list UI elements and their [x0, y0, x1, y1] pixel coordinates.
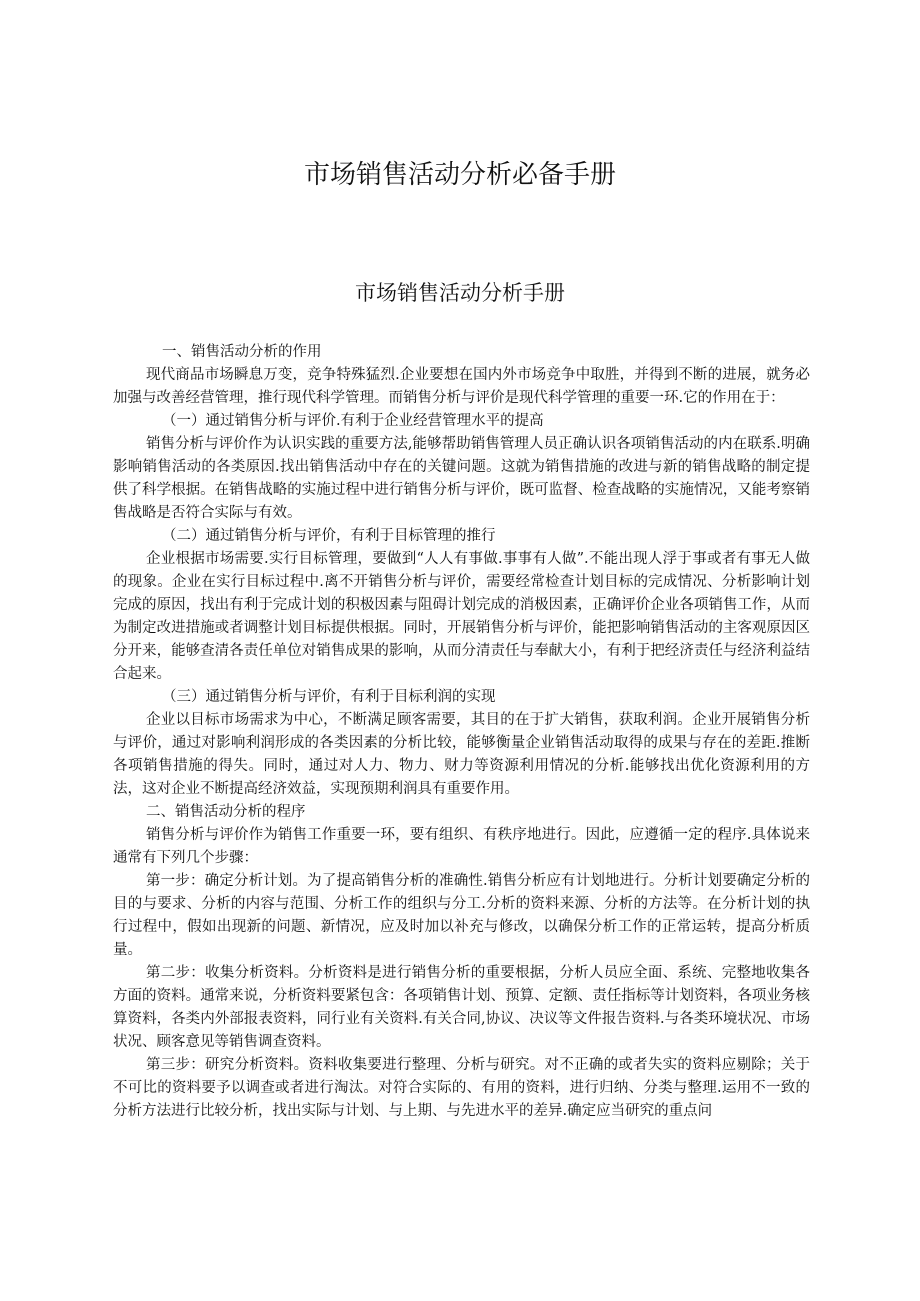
section-intro-paragraph: 现代商品市场瞬息万变，竞争特殊猛烈.企业要想在国内外市场竞争中取胜，并得到不断的进展，就务必加强与改善经营管理，推行现代科学管理。而销售分析与评价是现代科学管理的重要一环.它的作用在于： [113, 367, 810, 406]
document-body [113, 341, 810, 1123]
subsection-heading-target-profit: （三）通过销售分析与评价，有利于目标利润的实现 [162, 689, 496, 705]
step-paragraph-2: 第二步：收集分析资料。分析资料是进行销售分析的重要根据，分析人员应全面、系统、完整地收集各方面的资料。通常来说，分析资料要紧包含：各项销售计划、预算、定额、责任指标等计划资料，各项业务核算资料，各类内外部报表资料，同行业有关资料.有关合同,协议、决议等文件报告资料.与各类环境状况、市场状况、顾客意见等销售调查资料。 [113, 965, 810, 1050]
subsection-heading-management-level: （一）通过销售分析与评价.有利于企业经营管理水平的提高 [162, 413, 544, 429]
section-heading-role: 一、销售活动分析的作用 [162, 344, 322, 360]
subsection-paragraph-target-profit: 企业以目标市场需求为中心，不断满足顾客需要，其目的在于扩大销售，获取利润。企业开展销售分析与评价，通过对影响利润形成的各类因素的分析比较，能够衡量企业销售活动取得的成果与存在的差距.推断各项销售措施的得失。同时，通过对人力、物力、财力等资源利用情况的分析.能够找出优化资源利用的方法，这对企业不断提高经济效益，实现预期利润具有重要作用。 [113, 712, 810, 797]
section-heading-procedure: 二、销售活动分析的程序 [146, 804, 306, 820]
step-paragraph-1: 第一步：确定分析计划。为了提高销售分析的准确性.销售分析应有计划地进行。分析计划要确定分析的目的与要求、分析的内容与范围、分析工作的组织与分工.分析的资料来源、分析的方法等。在分析计划的执行过程中，假如出现新的问题、新情况，应及时加以补充与修改，以确保分析工作的正常运转，提高分析质量。 [113, 873, 810, 958]
subsection-paragraph-target-management: 企业根据市场需要.实行目标管理，要做到“人人有事做.事事有人做”.不能出现人浮于事或者有事无人做的现象。企业在实行目标过程中.离不开销售分析与评价，需要经常检查计划目标的完成情况、分析影响计划完成的原因，找出有利于完成计划的积极因素与阻碍计划完成的消极因素，正确评价企业各项销售工作，从而为制定改进措施或者调整计划目标提供根据。同时，开展销售分析与评价，能把影响销售活动的主客观原因区分开来，能够查清各责任单位对销售成果的影响，从而分清责任与奉献大小，有利于把经济责任与经济利益结合起来。 [113, 551, 810, 682]
subsection-heading-target-management: （二）通过销售分析与评价，有利于目标管理的推行 [162, 528, 496, 544]
section-intro-procedure: 销售分析与评价作为销售工作重要一环，要有组织、有秩序地进行。因此，应遵循一定的程序.具体说来通常有下列几个步骤： [113, 827, 810, 866]
step-paragraph-3: 第三步：研究分析资料。资料收集要进行整理、分析与研究。对不正确的或者失实的资料应剔除；关于不可比的资料要予以调查或者进行淘汰。对符合实际的、有用的资料，进行归纳、分类与整理.运用不一致的分析方法进行比较分析，找出实际与计划、与上期、与先进水平的差异.确定应当研究的重点问 [113, 1057, 810, 1119]
document-title: 市场销售活动分析必备手册 [303, 160, 616, 190]
subsection-paragraph-management-level: 销售分析与评价作为认识实践的重要方法,能够帮助销售管理人员正确认识各项销售活动的内在联系.明确影响销售活动的各类原因.找出销售活动中存在的关键问题。这就为销售措施的改进与新的销售战略的制定提供了科学根据。在销售战略的实施过程中进行销售分析与评价，既可监督、检查战略的实施情况，又能考察销售战略是否符合实际与有效。 [113, 436, 810, 521]
document-subtitle: 市场销售活动分析手册 [355, 281, 565, 305]
